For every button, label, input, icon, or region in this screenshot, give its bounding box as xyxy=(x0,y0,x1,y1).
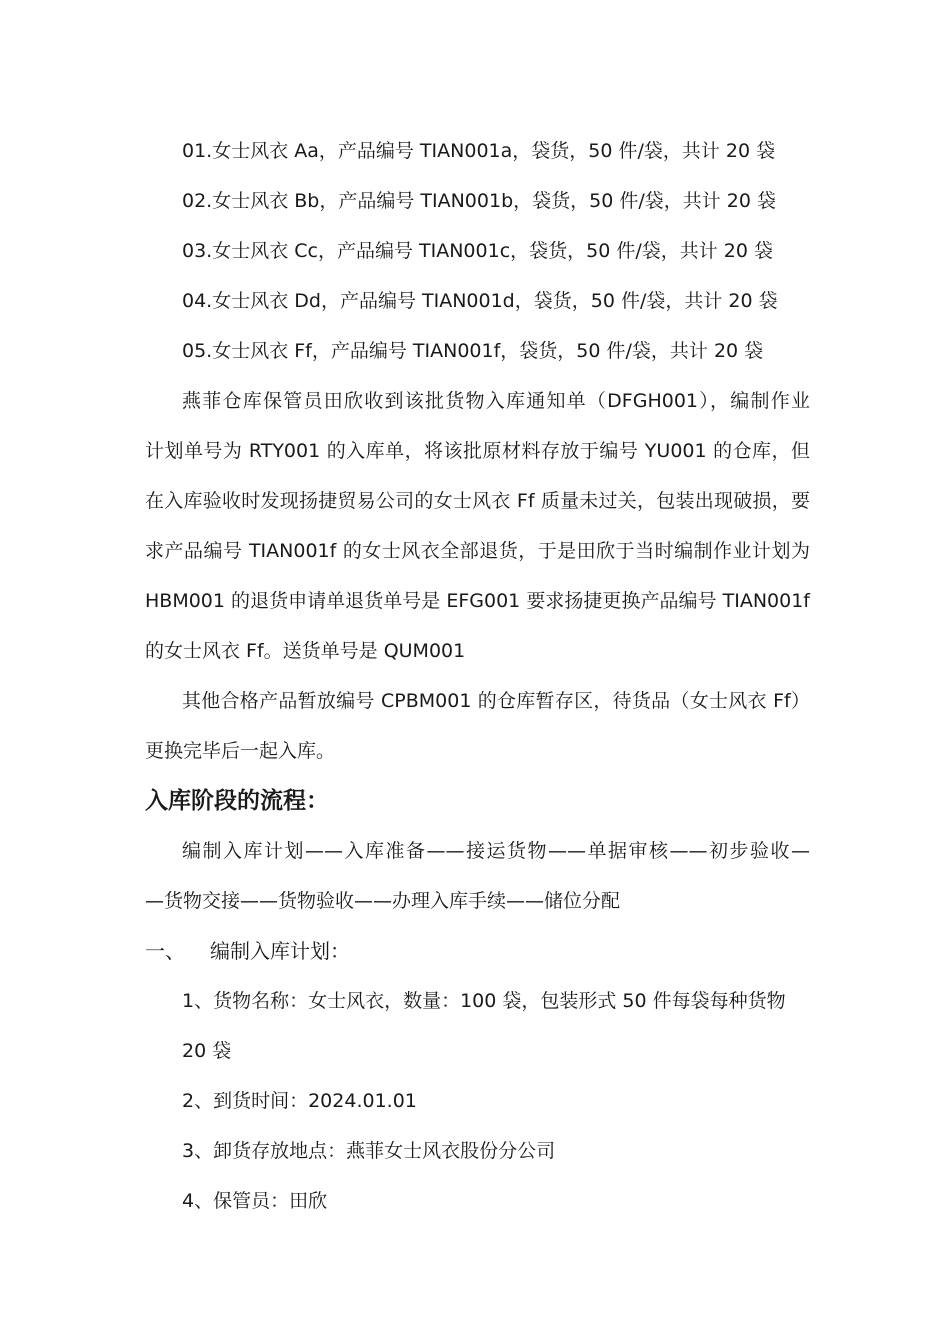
plan-items xyxy=(145,976,810,1226)
paragraph-line: 计划单号为 RTY001 的入库单，将该批原材料存放于编号 YU001 的仓库，但 xyxy=(145,440,810,462)
paragraph-line: 求产品编号 TIAN001f 的女士风衣全部退货，于是田欣于当时编制作业计划为 xyxy=(145,540,810,562)
paragraph-line: 的女士风衣 Ff。送货单号是 QUM001 xyxy=(145,640,466,662)
plan-item: 1、货物名称：女士风衣，数量：100 袋，包装形式 50 件每袋每种货物 xyxy=(182,990,786,1012)
storage-paragraph xyxy=(145,676,810,776)
flow-line: 编制入库计划——入库准备——接运货物——单据审核——初步验收— xyxy=(182,840,810,862)
product-list-item: 01.女士风衣 Aa，产品编号 TIAN001a，袋货，50 件/袋，共计 20 袋 xyxy=(182,140,776,162)
section-title xyxy=(145,926,810,976)
plan-item: 2、到货时间：2024.01.01 xyxy=(182,1090,417,1112)
flow-heading: 入库阶段的流程： xyxy=(145,788,329,814)
product-list xyxy=(145,126,810,376)
flow-line: —货物交接——货物验收——办理入库手续——储位分配 xyxy=(145,890,621,912)
section-number: 一、 xyxy=(145,939,185,963)
paragraph-line: 燕菲仓库保管员田欣收到该批货物入库通知单（DFGH001），编制作业 xyxy=(182,390,810,412)
section-title-text: 编制入库计划： xyxy=(210,939,350,963)
plan-item-continuation: 20 袋 xyxy=(182,1040,232,1062)
paragraph-line: 其他合格产品暂放编号 CPBM001 的仓库暂存区，待货品（女士风衣 Ff） xyxy=(182,690,810,712)
flow-text xyxy=(145,826,810,926)
paragraph-line: HBM001 的退货申请单退货单号是 EFG001 要求扬捷更换产品编号 TIAN001f xyxy=(145,590,810,612)
product-list-item: 05.女士风衣 Ff，产品编号 TIAN001f，袋货，50 件/袋，共计 20 袋 xyxy=(182,340,764,362)
plan-item: 4、保管员：田欣 xyxy=(182,1190,328,1212)
product-list-item: 03.女士风衣 Cc，产品编号 TIAN001c，袋货，50 件/袋，共计 20 袋 xyxy=(182,240,774,262)
paragraph-line: 在入库验收时发现扬捷贸易公司的女士风衣 Ff 质量未过关，包装出现破损，要 xyxy=(145,490,810,512)
paragraph-line: 更换完毕后一起入库。 xyxy=(145,740,336,762)
document-content xyxy=(145,126,810,1226)
receipt-paragraph xyxy=(145,376,810,676)
product-list-item: 04.女士风衣 Dd，产品编号 TIAN001d，袋货，50 件/袋，共计 20 袋 xyxy=(182,290,778,312)
product-list-item: 02.女士风衣 Bb，产品编号 TIAN001b，袋货，50 件/袋，共计 20 袋 xyxy=(182,190,777,212)
plan-item: 3、卸货存放地点：燕菲女士风衣股份分公司 xyxy=(182,1140,556,1162)
